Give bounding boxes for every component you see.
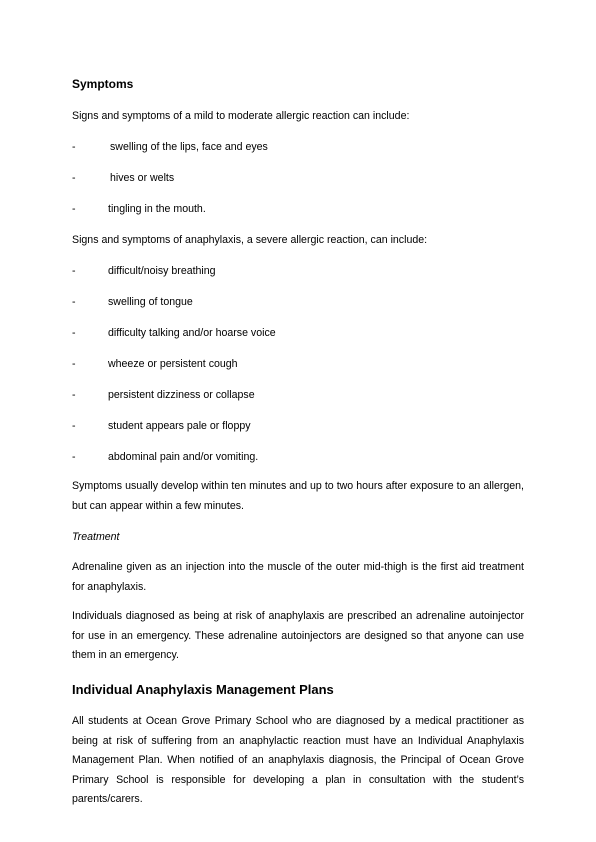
bullet-dash: - — [72, 451, 76, 463]
adrenaline-paragraph: Adrenaline given as an injection into the muscle of the outer mid-thigh is the first aid treatment for anaphylaxis. — [72, 561, 524, 593]
severe-list-item — [72, 388, 524, 402]
severe-reaction-intro: Signs and symptoms of anaphylaxis, a severe allergic reaction, can include: — [72, 234, 428, 246]
severe-list-item — [72, 326, 524, 340]
severe-list-item — [72, 419, 524, 433]
list-item-text: persistent dizziness or collapse — [108, 389, 255, 401]
symptoms-heading: Symptoms — [72, 77, 134, 91]
bullet-dash: - — [72, 420, 76, 432]
list-item-text: tingling in the mouth. — [108, 203, 206, 215]
bullet-dash: - — [72, 172, 76, 184]
list-item-text: hives or welts — [110, 172, 175, 184]
severe-list-item — [72, 357, 524, 371]
management-plans-paragraph: All students at Ocean Grove Primary School who are diagnosed by a medical practitioner as being at risk of suffering from an anaphylactic reaction must have an Individual Anaphylaxis Management Plan. When notified of an anaphylaxis diagnosis, the Principal of Ocean Grove Primary School is responsible for developing a plan in consultation with the student’s parents/carers. — [72, 715, 524, 805]
bullet-dash: - — [72, 358, 76, 370]
treatment-heading: Treatment — [72, 531, 120, 543]
severe-list-item — [72, 295, 524, 309]
symptom-onset-paragraph: Symptoms usually develop within ten minutes and up to two hours after exposure to an allergen, but can appear within a few minutes. — [72, 480, 524, 512]
list-item-text: wheeze or persistent cough — [108, 358, 238, 370]
bullet-dash: - — [72, 327, 76, 339]
severe-list-item — [72, 264, 524, 278]
mild-list-item — [72, 140, 524, 154]
list-item-text: difficult/noisy breathing — [108, 265, 216, 277]
list-item-text: swelling of the lips, face and eyes — [110, 141, 268, 153]
list-item-text: swelling of tongue — [108, 296, 193, 308]
list-item-text: difficulty talking and/or hoarse voice — [108, 327, 276, 339]
list-item-text: student appears pale or floppy — [108, 420, 251, 432]
mild-list-item — [72, 171, 524, 185]
bullet-dash: - — [72, 141, 76, 153]
severe-list-item — [72, 450, 524, 464]
bullet-dash: - — [72, 265, 76, 277]
bullet-dash: - — [72, 389, 76, 401]
management-plans-heading: Individual Anaphylaxis Management Plans — [72, 682, 334, 697]
mild-list-item — [72, 202, 524, 216]
autoinjector-paragraph: Individuals diagnosed as being at risk of anaphylaxis are prescribed an adrenaline autoinjector for use in an emergency. These adrenaline autoinjectors are designed so that anyone can use them in an emergency. — [72, 610, 524, 661]
bullet-dash: - — [72, 296, 76, 308]
list-item-text: abdominal pain and/or vomiting. — [108, 451, 259, 463]
bullet-dash: - — [72, 203, 76, 215]
mild-reaction-intro: Signs and symptoms of a mild to moderate allergic reaction can include: — [72, 110, 410, 122]
